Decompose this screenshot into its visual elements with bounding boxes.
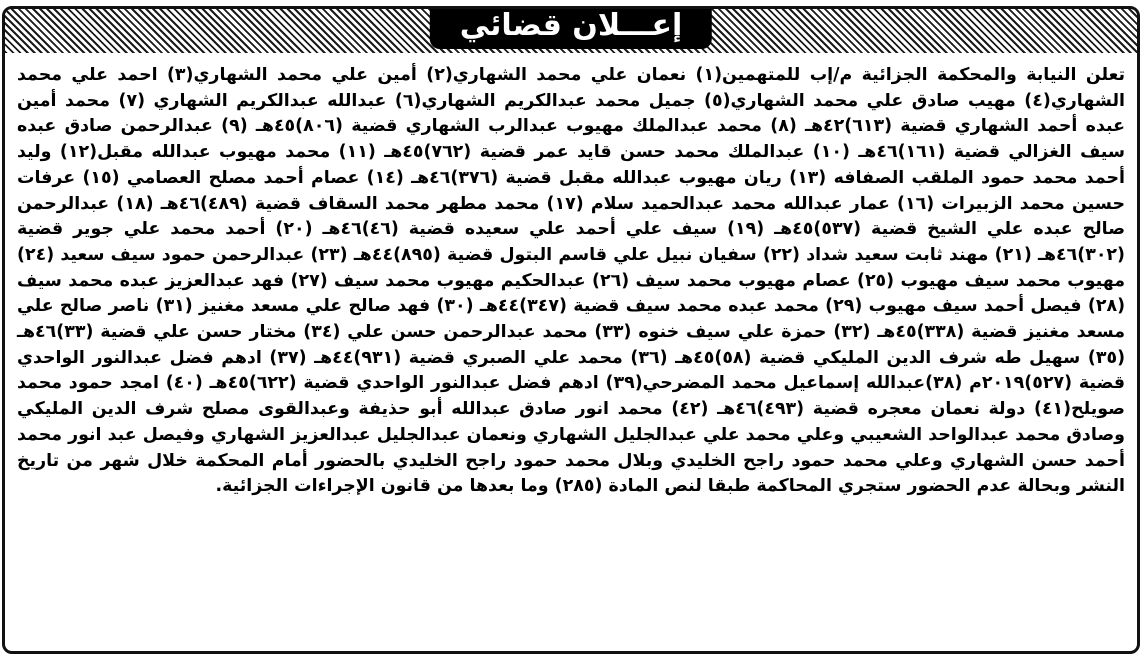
- notice-body-text: تعلن النيابة والمحكمة الجزائية م/إب للمتهمين(١) نعمان علي محمد الشهاري(٢) أمين علي محمد الشهاري(٣) احمد علي محمد الشهاري(٤) مهيب صادق علي محمد الشهاري(٥) جميل محمد عبدالكريم الشهاري(٦) عبدالله عبدالكريم الشهاري (٧) محمد أمين عبده أحمد الشهاري قضية (٦١٣)٤٢هـ (٨) محمد عبدالملك مهيوب عبدالرب الشهاري قضية (٨٠٦)٤٥هـ (٩) عبدالرحمن صادق عبده سيف الغزالي قضية (١٦١)٤٦هـ (١٠) عبدالملك محمد حسن قايد عمر قضية (٧٦٢)٤٥هـ (١١) محمد مهيوب عبدالله مقبل(١٢) وليد أحمد محمد حمود الملقب الصفافه (١٣) ريان مهيوب عبدالله مقبل قضية (٣٧٦)٤٦هـ (١٤) عصام أحمد مصلح العصامي (١٥) عرفات حسين محمد الزبيرات (١٦) عمار عبدالله محمد عبدالحميد سلام (١٧) محمد مطهر محمد السقاف قضية (٤٨٩)٤٦هـ (١٨) عبدالرحمن صالح عبده علي الشيخ قضية (٥٣٧)٤٥هـ (١٩) سيف علي أحمد علي سعيده قضية (٤٦)٤٦هـ (٢٠) أحمد محمد علي جوير قضية (٣٠٢)٤٦هـ (٢١) مهند ثابت سعيد شداد (٢٢) سفيان نبيل علي قاسم البتول قضية (٨٩٥)٤٤هـ (٢٣) عبدالرحمن حمود سيف سعيد (٢٤) مهيوب محمد سيف مهيوب (٢٥) عصام مهيوب محمد سيف (٢٦) عبدالحكيم مهيوب محمد سيف (٢٧) فهد عبدالعزيز عبده محمد سيف (٢٨) فيصل أحمد سيف مهيوب (٢٩) محمد عبده محمد سيف قضية (٣٤٧)٤٤هـ (٣٠) فهد صالح علي مسعد مغنيز (٣١) ناصر صالح علي مسعد مغنيز قضية (٣٣٨)٤٥هـ (٣٢) حمزة علي سيف خنوه (٣٣) محمد عبدالرحمن حسن علي (٣٤) مختار حسن علي قضية (٣٣)٤٦هـ (٣٥) سهيل طه شرف الدين المليكي قضية (٥٨)٤٥هـ (٣٦) محمد علي الصبري قضية (٩٣١)٤٤هـ (٣٧) ادهم فضل عبدالنور الواحدي قضية (٥٢٧)٢٠١٩م (٣٨)عبدالله إسماعيل محمد المضرحي(٣٩) ادهم فضل عبدالنور الواحدي قضية (٦٢٢)٤٥هـ (٤٠) امجد حمود محمد صويلح(٤١) دولة نعمان معجره قضية (٤٩٣)٤٦هـ (٤٢) محمد انور صادق عبدالله أبو حذيفة وعبدالقوى مصلح شرف الدين المليكي وصادق محمد عبدالواحد الشعيبي وعلي محمد علي عبدالجليل الشهاري ونعمان عبدالجليل عبدالعزيز الشهاري وفيصل عبد انور محمد أحمد حسن الشهاري وعلي محمد حمود راجح الخليدي وبلال محمد حمود راجح الخليدي بالحضور أمام المحكمة خلال شهر من تاريخ النشر وبحالة عدم الحضور ستجري المحاكمة طبقا لنص المادة (٢٨٥) وما بعدها من قانون الإجراءات الجزائية.: [17, 65, 1126, 497]
- notice-title: إعـــلان قضائي: [430, 6, 712, 49]
- notice-frame: [2, 6, 1140, 654]
